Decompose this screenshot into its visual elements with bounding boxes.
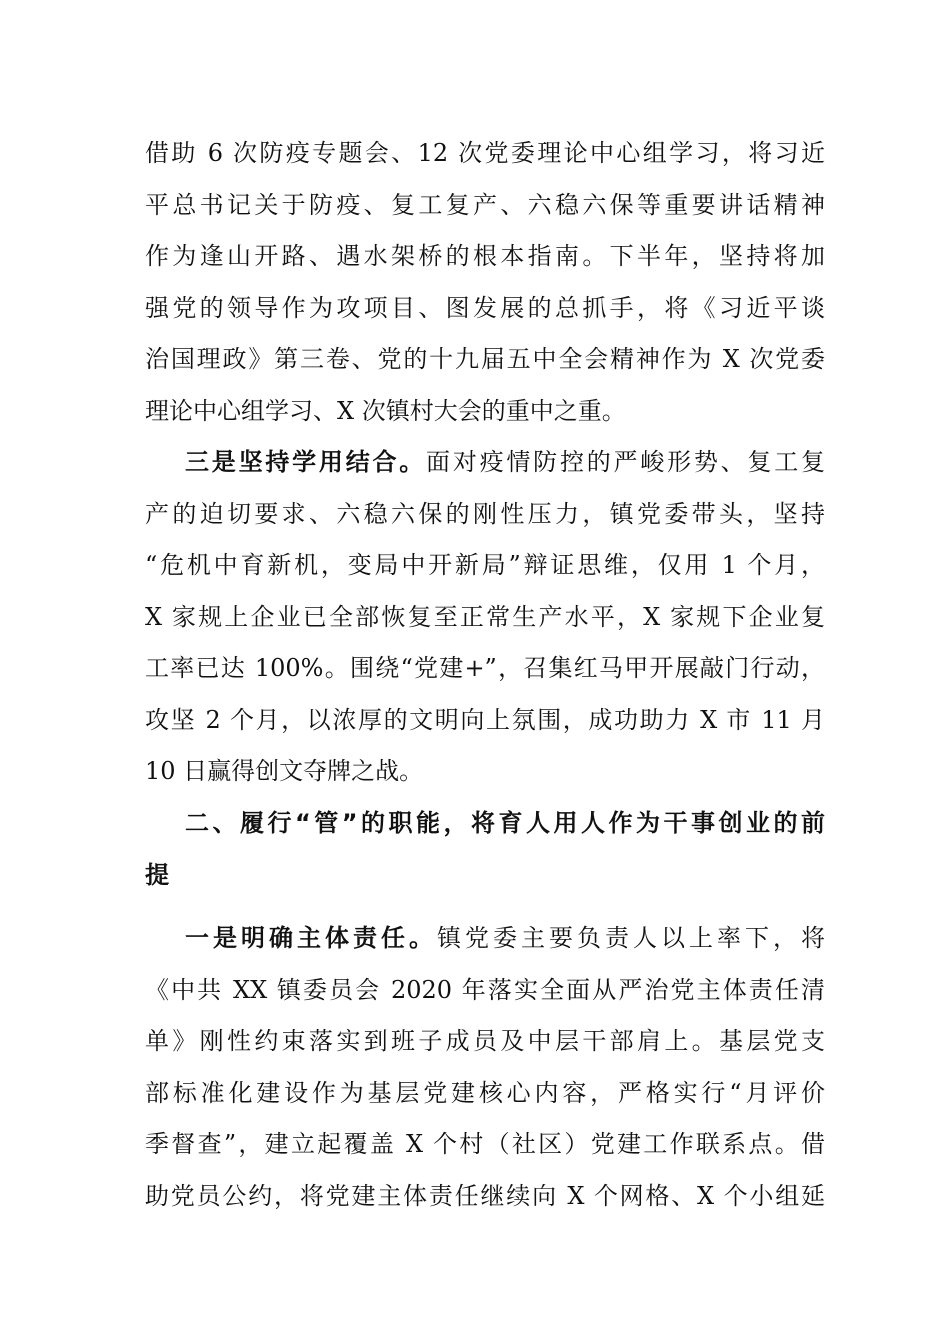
text-line: 部标准化建设作为基层党建核心内容，严格实行“月评价 (145, 1078, 825, 1107)
text-line: 攻坚 2 个月，以浓厚的文明向上氛围，成功助力 X 市 11 月 (145, 705, 825, 734)
text-line: 借助 6 次防疫专题会、12 次党委理论中心组学习，将习近 (145, 139, 825, 167)
paragraph-2 (145, 437, 825, 798)
text-line: 产的迫切要求、六稳六保的刚性压力，镇党委带头，坚持 (145, 499, 825, 528)
section-heading (145, 798, 825, 901)
text-line: 《中共 XX 镇委员会 2020 年落实全面从严治党主体责任清 (145, 975, 825, 1004)
paragraph-lead: 一是明确主体责任。 (185, 924, 437, 952)
paragraph-3 (145, 913, 825, 1222)
text-line: 季督查”，建立起覆盖 X 个村（社区）党建工作联系点。借 (145, 1130, 825, 1158)
text-line: X 家规上企业已全部恢复至正常生产水平，X 家规下企业复 (145, 602, 825, 631)
heading-line: 提 (145, 860, 169, 889)
text-line: 作为逢山开路、遇水架桥的根本指南。下半年，坚持将加 (145, 242, 825, 270)
text-line: 单》刚性约束落实到班子成员及中层干部肩上。基层党支 (145, 1027, 825, 1055)
text-line: 助党员公约，将党建主体责任继续向 X 个网格、X 个小组延 (145, 1181, 825, 1210)
paragraph-lead: 三是坚持学用结合。 (185, 448, 427, 476)
text-line: 强党的领导作为攻项目、图发展的总抓手，将《习近平谈 (145, 293, 825, 322)
text-line: 治国理政》第三卷、党的十九届五中全会精神作为 X 次党委 (145, 345, 825, 373)
paragraph-1 (145, 128, 825, 437)
text-line: 工率已达 100%。围绕“党建+”，召集红马甲开展敲门行动， (145, 654, 825, 682)
paragraph-text: 面对疫情防控的严峻形势、复工复 (426, 448, 826, 476)
paragraph-text: 镇党委主要负责人以上率下，将 (437, 924, 825, 952)
text-line: 10 日赢得创文夺牌之战。 (145, 757, 424, 785)
text-line (145, 437, 825, 489)
text-line: 平总书记关于防疫、复工复产、六稳六保等重要讲话精神 (145, 190, 825, 219)
text-line: “危机中育新机，变局中开新局”辩证思维，仅用 1 个月， (145, 551, 825, 579)
text-line (145, 913, 825, 965)
heading-line: 二、履行“管”的职能，将育人用人作为干事创业的前 (185, 809, 825, 837)
text-line: 理论中心组学习、X 次镇村大会的重中之重。 (145, 396, 626, 425)
